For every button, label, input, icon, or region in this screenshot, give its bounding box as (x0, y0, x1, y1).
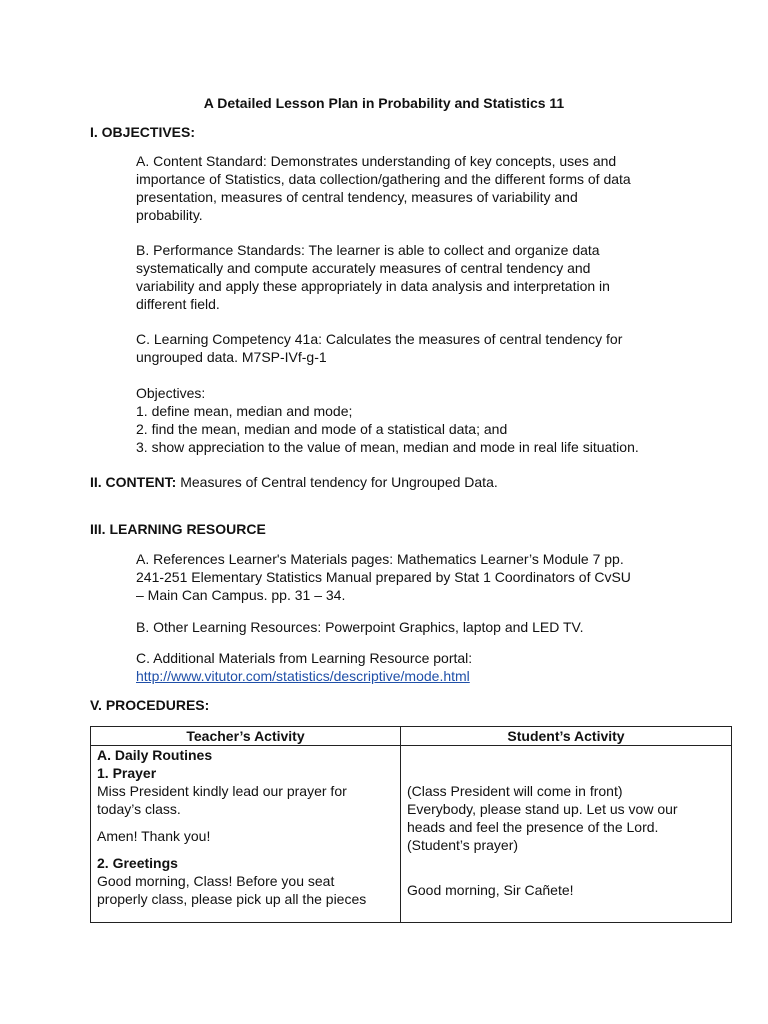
procedures-heading: V. PROCEDURES: (90, 697, 210, 713)
resource-link[interactable]: http://www.vitutor.com/statistics/descriptive/mode.html (136, 668, 470, 684)
text-line: Good morning, Sir Cañete! (407, 882, 574, 898)
content-text: Measures of Central tendency for Ungrouped Data. (176, 474, 498, 490)
teacher-activity-cell (91, 746, 401, 923)
additional-materials (136, 649, 696, 685)
performance-standards (136, 241, 696, 313)
teacher-activity-header: Teacher’s Activity (91, 727, 401, 746)
text-line: Everybody, please stand up. Let us vow our (407, 801, 678, 817)
prayer-title: 1. Prayer (97, 765, 157, 781)
text-line: presentation, measures of central tendency, measures of variability and (136, 189, 578, 205)
text-line: ungrouped data. M7SP-IVf-g-1 (136, 349, 327, 365)
text-line: properly class, please pick up all the pieces (97, 891, 367, 907)
table-row (91, 746, 732, 923)
list-item: 3. show appreciation to the value of mean, median and mode in real life situation. (136, 439, 639, 455)
student-activity-cell (401, 746, 732, 923)
text-line: probability. (136, 207, 203, 223)
text-line: different field. (136, 296, 220, 312)
objectives-list (136, 384, 736, 456)
content-standard (136, 152, 696, 224)
text-line: 241-251 Elementary Statistics Manual prepared by Stat 1 Coordinators of CvSU (136, 569, 631, 585)
text-line: Miss President kindly lead our prayer for (97, 783, 347, 799)
objectives-label: Objectives: (136, 385, 206, 401)
table-header-row (91, 727, 732, 746)
content-section (90, 473, 498, 491)
list-item: 2. find the mean, median and mode of a statistical data; and (136, 421, 508, 437)
text-line: Amen! Thank you! (97, 828, 211, 844)
text-line: heads and feel the presence of the Lord. (407, 819, 659, 835)
text-line: Good morning, Class! Before you seat (97, 873, 335, 889)
document-title: A Detailed Lesson Plan in Probability and Statistics 11 (203, 95, 565, 111)
procedures-table (90, 726, 732, 923)
greetings-title: 2. Greetings (97, 855, 178, 871)
text-line: A. References Learner's Materials pages: Mathematics Learner’s Module 7 pp. (136, 551, 624, 567)
section-title: A. Daily Routines (97, 747, 213, 763)
student-activity-header: Student’s Activity (401, 727, 732, 746)
list-item: 1. define mean, median and mode; (136, 403, 353, 419)
text-line: systematically and compute accurately measures of central tendency and (136, 260, 591, 276)
text-line: variability and apply these appropriately in data analysis and interpretation in (136, 278, 610, 294)
other-resources: B. Other Learning Resources: Powerpoint Graphics, laptop and LED TV. (136, 619, 584, 635)
text-line: B. Performance Standards: The learner is able to collect and organize data (136, 242, 600, 258)
text-line: C. Additional Materials from Learning Resource portal: (136, 650, 473, 666)
text-line: – Main Can Campus. pp. 31 – 34. (136, 587, 346, 603)
text-line: (Student’s prayer) (407, 837, 519, 853)
content-heading: II. CONTENT: (90, 474, 177, 490)
learning-competency (136, 330, 696, 366)
text-line: importance of Statistics, data collection/gathering and the different forms of data (136, 171, 631, 187)
learning-resource-heading: III. LEARNING RESOURCE (90, 521, 266, 537)
text-line: today’s class. (97, 801, 181, 817)
text-line: C. Learning Competency 41a: Calculates the measures of central tendency for (136, 331, 623, 347)
objectives-heading: I. OBJECTIVES: (90, 124, 196, 140)
references (136, 550, 696, 604)
text-line: (Class President will come in front) (407, 783, 623, 799)
text-line: A. Content Standard: Demonstrates understanding of key concepts, uses and (136, 153, 617, 169)
